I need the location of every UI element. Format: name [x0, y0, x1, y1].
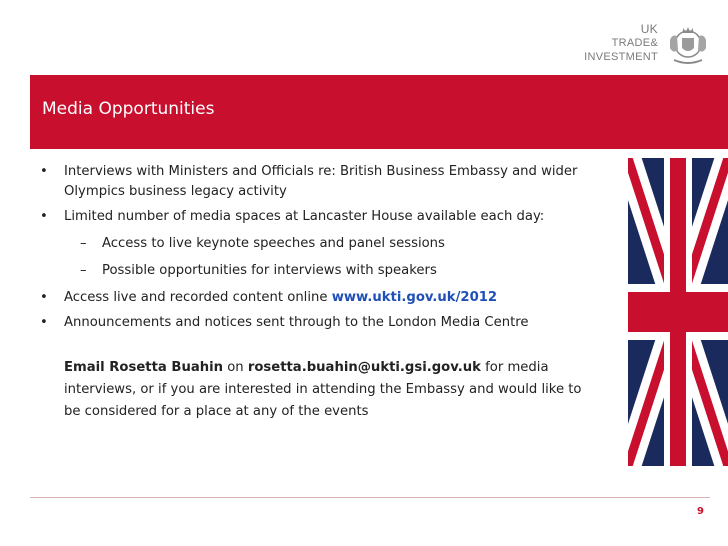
bullet-text: Announcements and notices sent through to the London Media Centre	[64, 315, 529, 330]
contact-paragraph	[40, 357, 600, 423]
bullet-text: Limited number of media spaces at Lancaster House available each day:	[64, 209, 545, 224]
bullet-icon: •	[40, 290, 48, 305]
contact-rest: for media interviews, or if you are interested in attending the Embassy and would like to be considered for a place at any of the events	[64, 360, 582, 419]
sub-bullet-text: Possible opportunities for interviews with speakers	[102, 263, 437, 278]
logo-wordmark	[584, 22, 658, 64]
title-bar	[30, 75, 728, 149]
logo-line-investment: INVESTMENT	[584, 51, 658, 63]
dash-icon: –	[80, 236, 87, 251]
bullet-item	[40, 288, 600, 308]
ukti-logo	[584, 20, 710, 70]
bullet-item	[40, 162, 600, 202]
bullet-icon: •	[40, 315, 48, 330]
sub-bullet-text: Access to live keynote speeches and panel sessions	[102, 236, 445, 251]
union-flag-graphic	[628, 158, 728, 466]
bullet-icon: •	[40, 164, 48, 179]
slide-title: Media Opportunities	[42, 99, 215, 119]
bullet-item	[40, 313, 600, 333]
bullet-icon: •	[40, 209, 48, 224]
sub-bullet-item	[40, 234, 600, 254]
dash-icon: –	[80, 263, 87, 278]
sub-bullet-item	[40, 261, 600, 281]
ukti-2012-link[interactable]: www.ukti.gov.uk/2012	[331, 290, 498, 305]
bullet-text: Interviews with Ministers and Officials re: British Business Embassy and wider Olympics business legacy activity	[64, 164, 578, 199]
contact-lead: Email Rosetta Buahin	[64, 360, 224, 375]
slide-content	[40, 162, 600, 423]
royal-crest-icon	[666, 20, 710, 66]
logo-line-trade: TRADE&	[611, 37, 658, 49]
footer-divider	[30, 497, 710, 498]
contact-on: on	[223, 360, 248, 375]
bullet-text: Access live and recorded content online	[64, 290, 332, 305]
page-number: 9	[697, 506, 704, 517]
logo-line-uk: UK	[640, 22, 658, 36]
bullet-item	[40, 207, 600, 227]
contact-email[interactable]: rosetta.buahin@ukti.gsi.gov.uk	[247, 360, 481, 375]
